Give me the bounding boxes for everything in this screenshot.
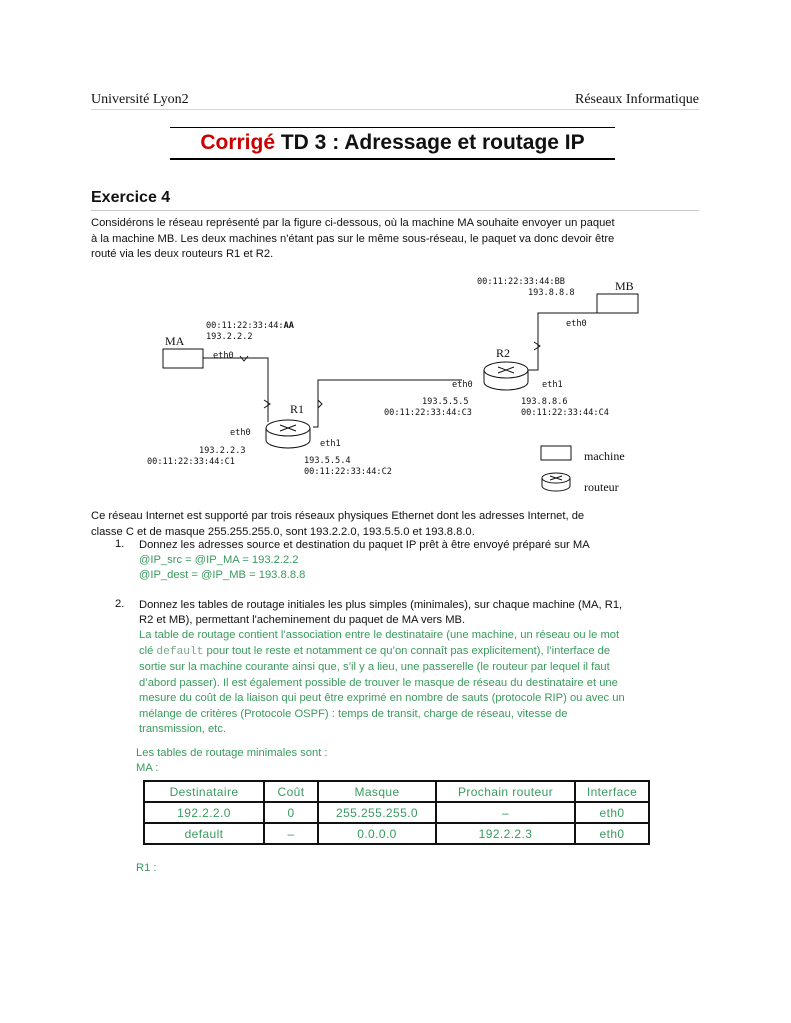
default-keyword: default xyxy=(156,645,204,658)
title-corrige: Corrigé xyxy=(200,131,276,154)
intro-line: à la machine MB. Les deux machines n'étant pas sur le même sous-réseau, le paquet va donc devoir être xyxy=(91,232,615,245)
r2-label: R2 xyxy=(496,346,511,360)
table-cell: default xyxy=(144,823,264,844)
header-left: Université Lyon2 xyxy=(91,92,189,107)
col-header: Prochain routeur xyxy=(436,781,575,802)
legend-machine-box xyxy=(541,446,571,460)
table-cell: – xyxy=(264,823,318,844)
table-cell: eth0 xyxy=(575,802,649,823)
tables-intro: Les tables de routage minimales sont : xyxy=(136,747,328,759)
q1-text: Donnez les adresses source et destination du paquet IP prêt à être envoyé préparé sur MA xyxy=(139,539,590,551)
r1-eth0-label: eth0 xyxy=(230,428,251,438)
r1-label: R1 xyxy=(290,402,305,416)
table-cell: 192.2.2.3 xyxy=(436,823,575,844)
r2-eth1-mac: 00:11:22:33:44:C4 xyxy=(521,408,609,418)
ma-table-label: MA : xyxy=(136,762,159,774)
ma-ip: 193.2.2.2 xyxy=(206,332,253,342)
exercise-heading: Exercice 4 xyxy=(91,189,171,206)
col-header: Masque xyxy=(318,781,436,802)
q2-answer-line: transmission, etc. xyxy=(139,723,227,735)
q2-answer-line: mesure du coût de la liaison qui peut être exprimé en nombre de sauts (protocole RIP) ou avec un xyxy=(139,692,625,704)
q1-answer-src: @IP_src = @IP_MA = 193.2.2.2 xyxy=(139,554,299,566)
network-paragraph xyxy=(91,509,700,540)
q2-text-1: Donnez les tables de routage initiales les plus simples (minimales), sur chaque machine (MA, R1, xyxy=(139,599,623,611)
link-ma-r1 xyxy=(203,358,268,422)
mb-mac: 00:11:22:33:44:BB xyxy=(477,277,565,287)
ma-label: MA xyxy=(165,334,185,348)
ma-machine-box xyxy=(163,349,203,368)
table-cell: 255.255.255.0 xyxy=(318,802,436,823)
ma-interface: eth0 xyxy=(213,351,234,361)
table-cell: – xyxy=(436,802,575,823)
legend-machine-label: machine xyxy=(584,449,625,463)
link-zigzag xyxy=(318,400,322,408)
q2-answer-line: clé default pour tout le reste et notamment ce qu’on connaît pas explicitement), l’interface de xyxy=(139,644,611,658)
r1-router-icon xyxy=(266,420,310,448)
r1-eth1-ip: 193.5.5.4 xyxy=(304,456,351,466)
r1-eth0-mac: 00:11:22:33:44:C1 xyxy=(147,457,235,467)
table-header-row xyxy=(144,781,649,802)
mb-interface: eth0 xyxy=(566,319,587,329)
table-row xyxy=(144,802,649,823)
mb-label: MB xyxy=(615,279,634,293)
q2-answer-line: sortie sur la machine courante ainsi que, s’il y a lieu, une passerelle (le routeur par lequel il faut xyxy=(139,661,610,673)
q2-answer-line: d’abord passer). Il est également possible de trouver le masque de réseau du destinataire et une xyxy=(139,676,618,689)
header-right: Réseaux Informatique xyxy=(574,92,699,107)
q1-answer-dest: @IP_dest = @IP_MB = 193.8.8.8 xyxy=(139,569,306,581)
r2-eth0-label: eth0 xyxy=(452,380,473,390)
mb-ip: 193.8.8.8 xyxy=(528,288,575,298)
table-cell: 0 xyxy=(264,802,318,823)
r1-eth1-mac: 00:11:22:33:44:C2 xyxy=(304,467,392,477)
ma-mac: 00:11:22:33:44:AA xyxy=(206,321,294,331)
col-header: Destinataire xyxy=(144,781,264,802)
legend-router-icon xyxy=(542,473,570,491)
q2-text-2: R2 et MB), permettant l'acheminement du paquet de MA vers MB. xyxy=(139,614,466,626)
intro-line: Considérons le réseau représenté par la figure ci-dessous, où la machine MA souhaite envoyer un paquet xyxy=(91,217,615,229)
col-header: Coût xyxy=(264,781,318,802)
q2-number: 2. xyxy=(115,598,125,610)
r2-eth0-ip: 193.5.5.5 xyxy=(422,397,469,407)
mb-machine-box xyxy=(597,294,638,313)
r1-eth0-ip: 193.2.2.3 xyxy=(199,446,246,456)
table-cell: 0.0.0.0 xyxy=(318,823,436,844)
q2-answer-line: mélange de critères (Protocole OSPF) : temps de transit, charge de réseau, vitesse de xyxy=(139,707,568,720)
r1-table-label: R1 : xyxy=(136,862,157,874)
ma-routing-table xyxy=(143,780,650,845)
q2-answer-line: La table de routage contient l’association entre le destinataire (une machine, un réseau ou le mot xyxy=(139,629,620,641)
col-header: Interface xyxy=(575,781,649,802)
title-main: TD 3 : Adressage et routage IP xyxy=(275,131,585,154)
intro-line: routé via les deux routeurs R1 et R2. xyxy=(91,248,274,260)
network-line: classe C et de masque 255.255.255.0, sont 193.2.2.0, 193.5.5.0 et 193.8.8.0. xyxy=(91,525,475,538)
table-cell: 192.2.2.0 xyxy=(144,802,264,823)
q1-number: 1. xyxy=(115,538,125,550)
r1-eth1-label: eth1 xyxy=(320,439,341,449)
link-zigzag xyxy=(264,400,270,408)
q2-answer xyxy=(139,628,700,738)
r2-router-icon xyxy=(484,362,528,390)
r2-eth1-ip: 193.8.8.6 xyxy=(521,397,568,407)
r2-eth1-label: eth1 xyxy=(542,380,563,390)
network-line: Ce réseau Internet est supporté par trois réseaux physiques Ethernet dont les adresses Internet, de xyxy=(91,510,585,522)
r2-eth0-mac: 00:11:22:33:44:C3 xyxy=(384,408,472,418)
table-cell: eth0 xyxy=(575,823,649,844)
legend-router-label: routeur xyxy=(584,480,619,494)
link-zigzag xyxy=(534,342,540,350)
table-row xyxy=(144,823,649,844)
